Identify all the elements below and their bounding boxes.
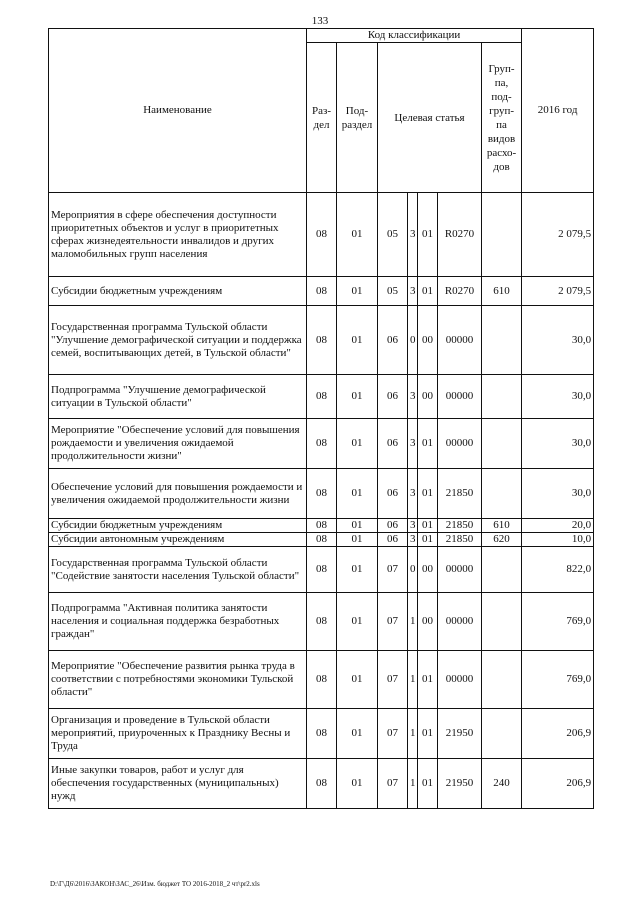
cell-name: Субсидии автономным учреждениям <box>49 533 307 547</box>
cell-program: 05 <box>378 193 408 277</box>
page-number: 133 <box>311 15 329 27</box>
cell-subsection: 01 <box>337 193 378 277</box>
cell-amount: 30,0 <box>522 375 594 419</box>
cell-direction: 00000 <box>438 651 482 709</box>
cell-section: 08 <box>307 533 337 547</box>
cell-event: 01 <box>418 419 438 469</box>
cell-section: 08 <box>307 709 337 759</box>
cell-subsection: 01 <box>337 533 378 547</box>
cell-program: 06 <box>378 419 408 469</box>
cell-section: 08 <box>307 193 337 277</box>
table-row <box>49 519 594 533</box>
cell-program: 07 <box>378 593 408 651</box>
cell-amount: 206,9 <box>522 709 594 759</box>
cell-name: Подпрограмма "Активная политика занятости населения и социальная поддержка безработных граждан" <box>49 593 307 651</box>
cell-subprogram: 3 <box>408 519 418 533</box>
cell-subsection: 01 <box>337 519 378 533</box>
cell-direction: 21850 <box>438 469 482 519</box>
cell-direction: 21950 <box>438 709 482 759</box>
cell-event: 00 <box>418 593 438 651</box>
cell-subsection: 01 <box>337 277 378 306</box>
cell-event: 01 <box>418 193 438 277</box>
cell-program: 06 <box>378 375 408 419</box>
cell-expense-group: 620 <box>482 533 522 547</box>
cell-section: 08 <box>307 469 337 519</box>
cell-section: 08 <box>307 277 337 306</box>
cell-subprogram: 3 <box>408 277 418 306</box>
cell-program: 06 <box>378 469 408 519</box>
cell-event: 00 <box>418 375 438 419</box>
table-row <box>49 709 594 759</box>
cell-event: 00 <box>418 547 438 593</box>
cell-program: 06 <box>378 306 408 375</box>
cell-expense-group <box>482 419 522 469</box>
cell-amount: 2 079,5 <box>522 193 594 277</box>
table-row <box>49 593 594 651</box>
cell-amount: 769,0 <box>522 593 594 651</box>
budget-table <box>48 28 594 809</box>
cell-expense-group: 610 <box>482 277 522 306</box>
cell-direction: 21850 <box>438 533 482 547</box>
table-row <box>49 651 594 709</box>
table-row <box>49 277 594 306</box>
cell-program: 05 <box>378 277 408 306</box>
table-row <box>49 469 594 519</box>
cell-name: Субсидии бюджетным учреждениям <box>49 519 307 533</box>
cell-program: 07 <box>378 651 408 709</box>
cell-direction: 00000 <box>438 593 482 651</box>
cell-subsection: 01 <box>337 593 378 651</box>
cell-event: 01 <box>418 651 438 709</box>
table-row <box>49 419 594 469</box>
cell-section: 08 <box>307 759 337 809</box>
cell-name: Мероприятие "Обеспечение условий для повышения рождаемости и увеличения ожидаемой продолжительности жизни" <box>49 419 307 469</box>
cell-event: 01 <box>418 709 438 759</box>
cell-subprogram: 3 <box>408 375 418 419</box>
cell-subsection: 01 <box>337 547 378 593</box>
cell-subsection: 01 <box>337 709 378 759</box>
cell-amount: 206,9 <box>522 759 594 809</box>
cell-name: Организация и проведение в Тульской области мероприятий, приуроченных к Празднику Весны и Труда <box>49 709 307 759</box>
header-target-article: Целевая статья <box>378 43 482 193</box>
cell-subsection: 01 <box>337 469 378 519</box>
cell-subprogram: 1 <box>408 759 418 809</box>
cell-event: 01 <box>418 533 438 547</box>
cell-direction: R0270 <box>438 277 482 306</box>
cell-subprogram: 3 <box>408 193 418 277</box>
cell-amount: 769,0 <box>522 651 594 709</box>
cell-name: Государственная программа Тульской области "Улучшение демографической ситуации и поддержка семей, воспитывающих детей, в Тульской области" <box>49 306 307 375</box>
cell-direction: 00000 <box>438 419 482 469</box>
cell-event: 01 <box>418 277 438 306</box>
cell-section: 08 <box>307 593 337 651</box>
cell-section: 08 <box>307 651 337 709</box>
cell-program: 06 <box>378 533 408 547</box>
header-year: 2016 год <box>522 29 594 193</box>
cell-subprogram: 3 <box>408 419 418 469</box>
cell-name: Обеспечение условий для повышения рождаемости и увеличения ожидаемой продолжительности жизни <box>49 469 307 519</box>
cell-direction: 21950 <box>438 759 482 809</box>
cell-amount: 30,0 <box>522 469 594 519</box>
cell-event: 01 <box>418 469 438 519</box>
cell-name: Иные закупки товаров, работ и услуг для обеспечения государственных (муниципальных) нужд <box>49 759 307 809</box>
cell-name: Субсидии бюджетным учреждениям <box>49 277 307 306</box>
cell-section: 08 <box>307 419 337 469</box>
cell-section: 08 <box>307 519 337 533</box>
cell-direction: R0270 <box>438 193 482 277</box>
cell-subsection: 01 <box>337 759 378 809</box>
header-subsection: Под- раздел <box>337 43 378 193</box>
cell-expense-group <box>482 593 522 651</box>
cell-direction: 00000 <box>438 306 482 375</box>
header-expense-group: Груп- па, под- груп- па видов расхо- дов <box>482 43 522 193</box>
cell-program: 07 <box>378 547 408 593</box>
cell-program: 07 <box>378 709 408 759</box>
cell-direction: 21850 <box>438 519 482 533</box>
cell-amount: 30,0 <box>522 419 594 469</box>
cell-expense-group: 610 <box>482 519 522 533</box>
cell-subprogram: 1 <box>408 709 418 759</box>
cell-subprogram: 1 <box>408 593 418 651</box>
cell-section: 08 <box>307 547 337 593</box>
cell-direction: 00000 <box>438 547 482 593</box>
cell-name: Мероприятие "Обеспечение развития рынка труда в соответствии с потребностями экономики Тульской области" <box>49 651 307 709</box>
cell-subprogram: 3 <box>408 533 418 547</box>
cell-event: 00 <box>418 306 438 375</box>
header-classification: Код классификации <box>307 29 522 43</box>
cell-subsection: 01 <box>337 651 378 709</box>
table-row <box>49 306 594 375</box>
cell-direction: 00000 <box>438 375 482 419</box>
cell-name: Мероприятия в сфере обеспечения доступности приоритетных объектов и услуг в приоритетных сферах жизнедеятельности инвалидов и других маломобильных групп населения <box>49 193 307 277</box>
cell-expense-group <box>482 375 522 419</box>
table-row <box>49 547 594 593</box>
table-row <box>49 193 594 277</box>
cell-event: 01 <box>418 519 438 533</box>
cell-expense-group: 240 <box>482 759 522 809</box>
cell-section: 08 <box>307 375 337 419</box>
cell-subprogram: 0 <box>408 547 418 593</box>
header-name: Наименование <box>49 29 307 193</box>
cell-event: 01 <box>418 759 438 809</box>
cell-amount: 822,0 <box>522 547 594 593</box>
footer-file-path: D:\Г\Д6\2016\ЗАКОН\ЗАС_26\Изм. бюджет ТО 2016-2018_2 чт\pr2.xls <box>50 880 260 888</box>
cell-expense-group <box>482 709 522 759</box>
cell-name: Государственная программа Тульской области "Содействие занятости населения Тульской области" <box>49 547 307 593</box>
cell-program: 06 <box>378 519 408 533</box>
cell-subsection: 01 <box>337 419 378 469</box>
cell-section: 08 <box>307 306 337 375</box>
cell-subprogram: 1 <box>408 651 418 709</box>
table-row <box>49 759 594 809</box>
cell-expense-group <box>482 306 522 375</box>
cell-subprogram: 0 <box>408 306 418 375</box>
cell-subsection: 01 <box>337 375 378 419</box>
header-section: Раз- дел <box>307 43 337 193</box>
table-row <box>49 533 594 547</box>
cell-subsection: 01 <box>337 306 378 375</box>
cell-subprogram: 3 <box>408 469 418 519</box>
cell-amount: 20,0 <box>522 519 594 533</box>
cell-name: Подпрограмма "Улучшение демографической ситуации в Тульской области" <box>49 375 307 419</box>
table-body <box>49 193 594 809</box>
cell-expense-group <box>482 469 522 519</box>
cell-expense-group <box>482 193 522 277</box>
cell-amount: 30,0 <box>522 306 594 375</box>
cell-amount: 2 079,5 <box>522 277 594 306</box>
table-row <box>49 375 594 419</box>
cell-program: 07 <box>378 759 408 809</box>
cell-amount: 10,0 <box>522 533 594 547</box>
cell-expense-group <box>482 651 522 709</box>
cell-expense-group <box>482 547 522 593</box>
